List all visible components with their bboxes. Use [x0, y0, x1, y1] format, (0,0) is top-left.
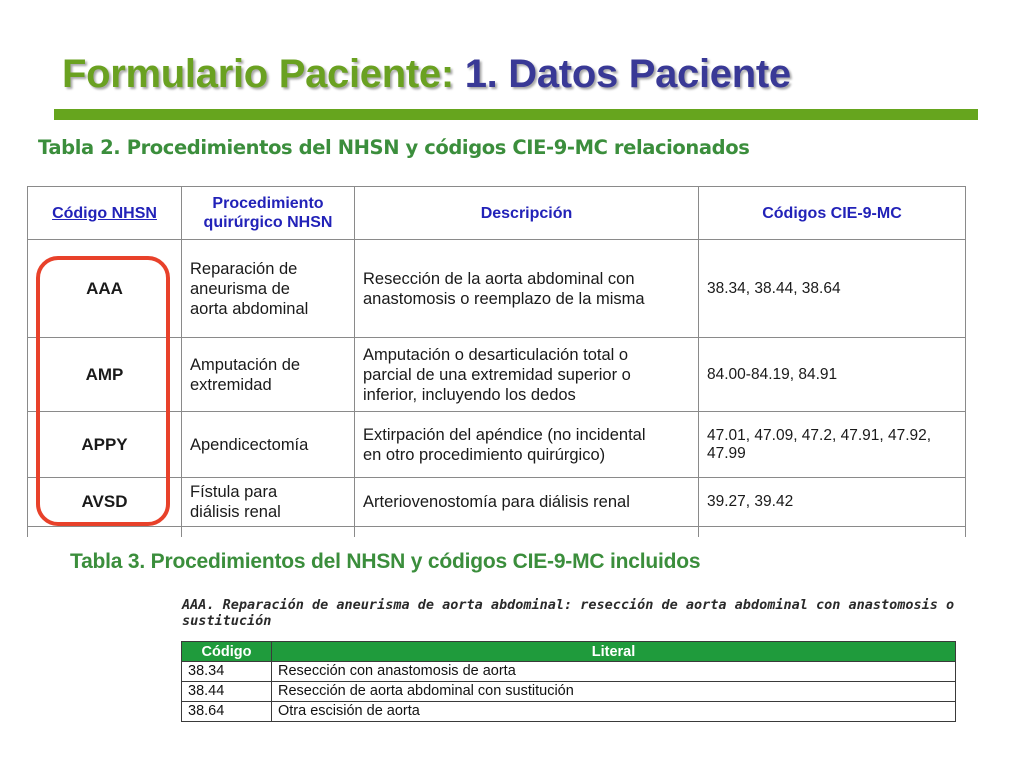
cell-procedure [182, 412, 355, 478]
table3-codes [181, 641, 956, 722]
cell-description [355, 338, 699, 412]
slide-title [62, 52, 791, 97]
text-line: en otro procedimiento quirúrgico) [363, 445, 606, 464]
header-literal: Literal [272, 642, 956, 662]
cell-cie [699, 338, 966, 412]
header-procedure [182, 187, 355, 240]
cell-literal: Otra escisión de aorta [272, 702, 956, 722]
text-line: 84.00-84.19, 84.91 [707, 365, 838, 383]
cell-code: 38.44 [182, 682, 272, 702]
cell-procedure [182, 478, 355, 527]
text-line: aorta abdominal [190, 299, 309, 318]
text-line: Resección de la aorta abdominal con [363, 269, 635, 288]
table-row [182, 702, 956, 722]
cell-procedure [182, 240, 355, 338]
text-line: Arteriovenostomía para diálisis renal [363, 493, 630, 511]
text-line: 47.01, 47.09, 47.2, 47.91, 47.92, [707, 426, 932, 444]
cell-description [355, 412, 699, 478]
table2-header-row [28, 187, 966, 240]
header-description: Descripción [355, 187, 699, 240]
table-row [28, 478, 966, 527]
slide-title-part2: 1. Datos Paciente [464, 52, 791, 96]
cell-code: AAA [28, 240, 182, 338]
cell-code: APPY [28, 412, 182, 478]
cell-code: AMP [28, 338, 182, 412]
text-line: Amputación de [190, 355, 301, 374]
title-underline-bar [54, 109, 978, 120]
table3-subheading: AAA. Reparación de aneurisma de aorta abdominal: resección de aorta abdominal con anastomosis o sustitución [182, 597, 955, 629]
cell-description [355, 240, 699, 338]
table-row [182, 662, 956, 682]
table-row [28, 240, 966, 338]
text-line: 47.99 [707, 444, 746, 462]
cell-procedure [182, 338, 355, 412]
header-cie-codes: Códigos CIE-9-MC [699, 187, 966, 240]
cell-literal: Resección de aorta abdominal con sustitución [272, 682, 956, 702]
cell-cie [699, 478, 966, 527]
table-row [182, 682, 956, 702]
text-line: Apendicectomía [190, 435, 309, 454]
text-line: inferior, incluyendo los dedos [363, 385, 576, 404]
cell-literal: Resección con anastomosis de aorta [272, 662, 956, 682]
header-codigo: Código [182, 642, 272, 662]
slide-title-part1: Formulario Paciente: [62, 52, 454, 96]
text-line: 39.27, 39.42 [707, 493, 794, 510]
header-code-nhsn: Código NHSN [28, 187, 182, 240]
cell-cie [699, 240, 966, 338]
header-procedure-line1: Procedimiento [212, 195, 324, 212]
cell-description [355, 478, 699, 527]
text-line: aneurisma de [190, 279, 290, 298]
table3-header-row [182, 642, 956, 662]
text-line: diálisis renal [190, 503, 281, 521]
cell-code: 38.34 [182, 662, 272, 682]
cell-code: AVSD [28, 478, 182, 527]
table3-caption: Tabla 3. Procedimientos del NHSN y códigos CIE-9-MC incluidos [70, 550, 701, 573]
table2-procedures [27, 186, 966, 556]
header-procedure-line2: quirúrgico NHSN [203, 214, 333, 231]
text-line: Amputación o desarticulación total o [363, 345, 629, 364]
text-line: anastomosis o reemplazo de la misma [363, 289, 645, 308]
text-line: 38.34, 38.44, 38.64 [707, 279, 841, 297]
table-row [28, 338, 966, 412]
text-line: parcial de una extremidad superior o [363, 365, 631, 384]
text-line: extremidad [190, 375, 272, 394]
text-line: Fístula para [190, 483, 278, 501]
table2-caption: Tabla 2. Procedimientos del NHSN y códigos CIE-9-MC relacionados [38, 136, 750, 159]
cell-code: 38.64 [182, 702, 272, 722]
cell-cie [699, 412, 966, 478]
text-line: Extirpación del apéndice (no incidental [363, 425, 646, 444]
table-row [28, 412, 966, 478]
text-line: Reparación de [190, 259, 298, 278]
